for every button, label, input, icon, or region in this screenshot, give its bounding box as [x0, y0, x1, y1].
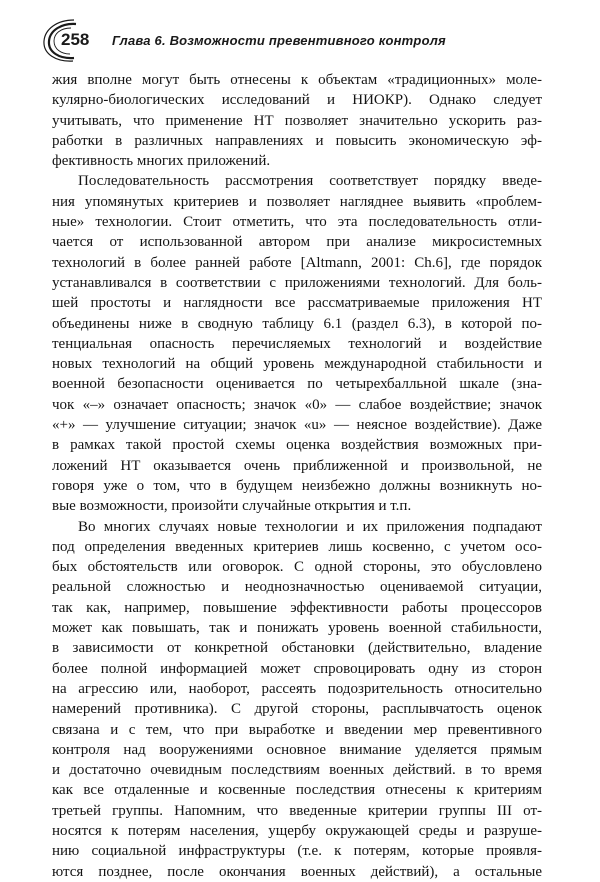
- text-line: намерений противника). С другой стороны, расплывчатость оценок: [52, 701, 542, 718]
- text-line: новых технологий на общий уровень международной стабильности и: [52, 356, 542, 373]
- text-line: реальной сложностью и неоднозначностью оцениваемой ситуации,: [52, 579, 542, 596]
- text-line: как все отдаленные и косвенные последствия отнесены к критериям: [52, 782, 542, 799]
- page-number: 258: [61, 30, 90, 49]
- text-line: может как повышать, так и понижать уровень военной стабильности,: [52, 620, 542, 637]
- text-line: говоря уже о том, что в будущем неизбежно должны возникнуть но-: [52, 477, 542, 494]
- text-line: вые возможности, произойти случайные открытия и т.п.: [52, 498, 412, 515]
- text-line: «+» — улучшение ситуации; значок «u» — неясное воздействие). Даже: [52, 417, 542, 434]
- text-line: Последовательность рассмотрения соответствует порядку введе-: [78, 173, 542, 190]
- text-line: ложений НТ оказывается очень приближенной и произвольной, не: [52, 457, 542, 474]
- text-line: ные» технологии. Стоит отметить, что эта последовательность отли-: [52, 214, 542, 231]
- text-line: и достаточно очевидным последствиям военных действий. в то время: [52, 762, 542, 779]
- paragraph: [52, 70, 542, 171]
- text-line: технологий в более ранней работе [Altmann, 2001: Ch.6], где порядок: [52, 254, 542, 271]
- text-line: фективность многих приложений.: [52, 153, 271, 170]
- text-line: Во многих случаях новые технологии и их приложения подпадают: [78, 518, 542, 535]
- text-line: ния упомянутых критериев и позволяет нагляднее выявить «проблем-: [52, 193, 542, 210]
- text-line: ются позднее, после окончания военных действий), а остальные: [52, 863, 542, 880]
- text-line: объединены ниже в сводную таблицу 6.1 (раздел 6.3), в которой по-: [52, 315, 542, 332]
- text-line: в зависимости от конкретной обстановки (действительно, владение: [52, 640, 542, 657]
- text-line: учитывать, что применение НТ позволяет значительно ускорить раз-: [52, 112, 542, 129]
- text-line: под определения введенных критериев лишь косвенно, с учетом осо-: [52, 538, 542, 555]
- text-line: связана и с тем, что при выработке и введении мер превентивного: [52, 721, 542, 738]
- text-line: тенциальная опасность перечисляемых технологий и воздействие: [52, 335, 542, 352]
- text-line: на агрессию или, наоборот, рассеять подозрительность относительно: [52, 680, 542, 697]
- text-line: третьей группы. Напомним, что введенные критерии группы III от-: [52, 802, 542, 819]
- text-line: чок «–» означает опасность; значок «0» — слабое воздействие; значок: [52, 396, 542, 413]
- paragraph: [52, 171, 542, 516]
- text-line: устанавливался в соответствии с приложениями технологий. Для боль-: [52, 274, 542, 291]
- text-line: так как, например, повышение эффективности работы процессоров: [52, 599, 542, 616]
- text-line: работки в различных направлениях и повысить экономическую эф-: [52, 132, 542, 149]
- page-header: [40, 18, 540, 62]
- body-text: [52, 70, 542, 882]
- text-line: военной безопасности оценивается по четырехбалльной шкале (зна-: [52, 376, 542, 393]
- text-line: более полной информацией может спровоцировать одну из сторон: [52, 660, 542, 677]
- text-line: шей простоты и наглядности все рассматриваемые приложения НТ: [52, 295, 542, 312]
- text-line: чается от использованной автором при анализе микросистемных: [52, 234, 542, 251]
- running-title: Глава 6. Возможности превентивного контроля: [112, 33, 446, 48]
- paragraph: [52, 517, 542, 882]
- text-line: бых обстоятельств или оговорок. С одной стороны, это обусловлено: [52, 559, 542, 576]
- text-line: кулярно-биологических исследований и НИОКР). Однако следует: [52, 92, 542, 109]
- text-line: контроля над вооружениями основное внимание уделяется прямым: [52, 741, 542, 758]
- text-line: носятся к потерям населения, ущербу окружающей среды и разруше-: [52, 822, 542, 839]
- text-line: нию социальной инфраструктуры (т.е. к потерям, которые проявля-: [52, 843, 542, 860]
- text-line: жия вполне могут быть отнесены к объектам «традиционных» моле-: [52, 72, 542, 88]
- text-line: в рамках такой простой схемы оценка воздействия возможных при-: [52, 437, 542, 454]
